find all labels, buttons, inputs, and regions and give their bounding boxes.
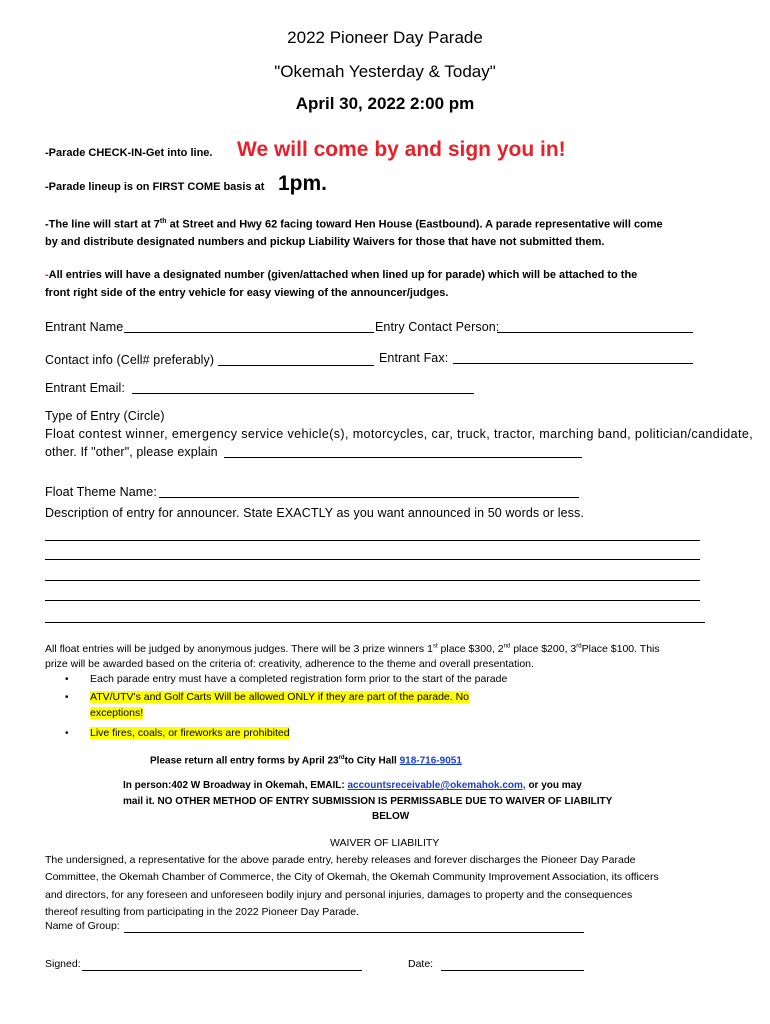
entrant-name-field[interactable]	[124, 332, 374, 333]
float-theme-label: Float Theme Name:	[45, 485, 157, 499]
rule-atv: ATV/UTV's and Golf Carts Will be allowed ONLY if they are part of the parade. No	[90, 691, 470, 703]
waiver-text-4: thereof resulting from participating in the 2022 Pioneer Day Parade.	[45, 906, 360, 918]
checkin-label: -Parade CHECK-IN-Get into line.	[45, 147, 213, 159]
date-label: Date:	[408, 958, 434, 970]
document-subtitle: "Okemah Yesterday & Today"	[274, 62, 496, 81]
entrant-name-label: Entrant Name	[45, 320, 124, 334]
checkin-emphasis: We will come by and sign you in!	[237, 138, 566, 161]
rule-registration: Each parade entry must have a completed registration form prior to the start of the parade	[90, 673, 508, 685]
signature-field[interactable]	[82, 970, 362, 971]
line-start-paragraph: -The line will start at 7th at Street and Hwy 62 facing toward Hen House (Eastbound). A parade representative will come	[45, 218, 663, 231]
description-line-1[interactable]	[45, 540, 700, 541]
rule-atv-2: exceptions!	[90, 707, 144, 719]
mail-line: mail it. NO OTHER METHOD OF ENTRY SUBMISSION IS PERMISSABLE DUE TO WAIVER OF LIABILITY	[123, 796, 613, 807]
contact-info-label: Contact info (Cell# preferably)	[45, 353, 215, 367]
waiver-heading: WAIVER OF LIABILITY	[330, 837, 440, 849]
group-name-field[interactable]	[124, 932, 584, 933]
line-start-paragraph-2: by and distribute designated numbers and pickup Liability Waivers for those that have not submitted them.	[45, 236, 605, 248]
description-line-5[interactable]	[45, 622, 705, 623]
entrant-email-field[interactable]	[132, 393, 474, 394]
entrant-fax-field[interactable]	[453, 363, 693, 364]
entry-type-options[interactable]: Float contest winner, emergency service vehicle(s), motorcycles, car, truck, tractor, marching band, politician/candidate,	[45, 427, 754, 441]
bullet-marker: •	[65, 674, 69, 685]
description-line-3[interactable]	[45, 580, 700, 581]
waiver-text-1: The undersigned, a representative for the above parade entry, hereby releases and forever discharges the Pioneer Day Parade	[45, 854, 636, 866]
prizes-text: All float entries will be judged by anonymous judges. There will be 3 prize winners 1st place $300, 2nd place $200, 3rdPlace $100. This	[45, 643, 660, 655]
bullet-marker: •	[65, 728, 69, 739]
bullet-marker: •	[65, 692, 69, 703]
entries-note: -All entries will have a designated number (given/attached when lined up for parade) which will be attached to the	[45, 269, 638, 281]
signed-label: Signed:	[45, 958, 81, 970]
rule-fires: Live fires, coals, or fireworks are prohibited	[90, 727, 290, 739]
waiver-text-3: and directors, for any foreseen and unforeseen bodily injury and personal injuries, damages to property and the consequences	[45, 889, 633, 901]
contact-info-field[interactable]	[218, 365, 374, 366]
event-date: April 30, 2022 2:00 pm	[295, 94, 475, 113]
other-explain-field[interactable]	[224, 457, 582, 458]
entrant-email-label: Entrant Email:	[45, 381, 125, 395]
waiver-text-2: Committee, the Okemah Chamber of Commerce, the City of Okemah, the Okemah Community Improvement Association, its officers	[45, 871, 659, 883]
entry-type-label: Type of Entry (Circle)	[45, 409, 165, 423]
lineup-label: -Parade lineup is on FIRST COME basis at	[45, 181, 265, 193]
lineup-time: 1pm.	[278, 172, 328, 195]
email-link[interactable]: accountsreceivable@okemahok.com,	[347, 780, 526, 791]
phone-link[interactable]: 918-716-9051	[399, 755, 462, 767]
description-line-2[interactable]	[45, 559, 700, 560]
return-instructions: Please return all entry forms by April 23rdto City Hall 918-716-9051	[150, 755, 462, 767]
other-explain-label: other. If "other", please explain	[45, 445, 218, 459]
float-theme-field[interactable]	[159, 497, 579, 498]
below-label: BELOW	[372, 811, 410, 822]
entrant-fax-label: Entrant Fax:	[379, 351, 449, 365]
document-title: 2022 Pioneer Day Parade	[287, 28, 483, 47]
date-field[interactable]	[441, 970, 584, 971]
entry-contact-label: Entry Contact Person:	[375, 320, 500, 334]
entry-contact-field[interactable]	[497, 332, 693, 333]
description-label: Description of entry for announcer. State EXACTLY as you want announced in 50 words or less.	[45, 506, 584, 520]
entries-note-2: front right side of the entry vehicle for easy viewing of the announcer/judges.	[45, 287, 449, 299]
prizes-criteria: prize will be awarded based on the criteria of: creativity, adherence to the theme and overall presentation.	[45, 658, 534, 670]
in-person-line: In person:402 W Broadway in Okemah, EMAIL: accountsreceivable@okemahok.com, or you may	[123, 780, 582, 791]
group-name-label: Name of Group:	[45, 920, 120, 932]
description-line-4[interactable]	[45, 600, 700, 601]
